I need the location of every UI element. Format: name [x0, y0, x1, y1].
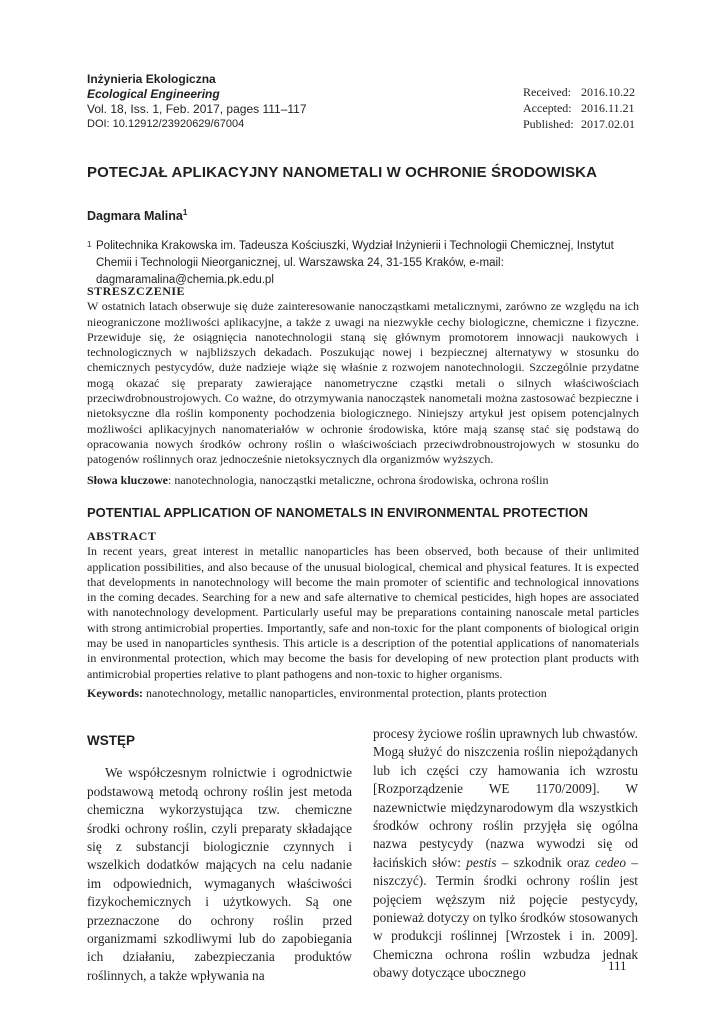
intro-left-column: [87, 725, 352, 985]
article-dates: [523, 84, 635, 132]
author: [87, 208, 187, 223]
intro-paragraph-continued: procesy życiowe roślin uprawnych lub chwastów. Mogą służyć do niszczenia roślin niepożądanych lub ich części czy hamowania ich wzrostu [Rozporządzenie WE 1170/2009]. W nazewnictwie międzynarodowym dla wszystkich środków ochrony roślin przyjęła się ogólna nazwa pestycydy (nazwa wywodzi się od łacińskich słów: pestis – szkodnik oraz cedeo – niszczyć). Termin środki ochrony roślin jest pojęciem węższym niż pojęcie pestycydy, ponieważ dotyczy on tylko środków stosowanych w produkcji roślinnej [Wrzostek i in. 2009]. Chemiczna ochrona roślin wzbudza jednak obawy dotyczące ubocznego: [373, 726, 638, 981]
journal-title-en: Ecological Engineering: [87, 87, 220, 101]
article-title-en: POTENTIAL APPLICATION OF NANOMETALS IN ENVIRONMENTAL PROTECTION: [87, 505, 588, 520]
keywords-pl-text: : nanotechnologia, nanocząstki metaliczne, ochrona środowiska, ochrona roślin: [168, 473, 549, 487]
abstract: [87, 529, 639, 682]
affiliation-text: Politechnika Krakowska im. Tadeusza Kościuszki, Wydział Inżynierii i Technologii Chemicznej, Instytut Chemii i Technologii Nieorganicznej, ul. Warszawska 24, 31-155 Kraków, e-mail: dagmaramalina@chemia.pk.edu.pl: [96, 240, 614, 286]
date-accepted: Accepted: 2016.11.21: [523, 101, 635, 115]
journal-title-pl: Inżynieria Ekologiczna: [87, 72, 216, 86]
streszczenie-heading: STRESZCZENIE: [87, 284, 186, 298]
affiliation-number: 1: [87, 240, 92, 249]
keywords-pl: [87, 473, 639, 488]
intro-heading: WSTĘP: [87, 733, 136, 748]
abstract-heading: ABSTRACT: [87, 529, 157, 543]
journal-volume: Vol. 18, Iss. 1, Feb. 2017, pages 111–117: [87, 102, 307, 116]
streszczenie-text: W ostatnich latach obserwuje się duże zainteresowanie nanocząstkami metalicznymi, zarówno ze względu na ich nieograniczone możliwości aplikacyjne, a także z uwagi na niezwykłe cechy biologiczne, chemiczne i fizyczne. Przewiduje się, że osiągnięcia nanotechnologii staną się głównym promotorem innowacji naukowych i technologicznych w najbliższych dekadach. Poszukując nowej i bezpiecznej alternatywy w stosunku do chemicznych pestycydów, duże nadzieje wiąże się właśnie z rozwojem nanotechnologii. Szczególnie przydatne mogą okazać się preparaty zawierające nanometryczne cząstki metali o silnych właściwościach przeciwdrobnoustrojowych. Co ważne, do otrzymywania nanocząstek nanometali można zastosować bezpieczne i nietoksyczne dla roślin komponenty pochodzenia biologicznego. Niniejszy artykuł jest opisem potencjalnych możliwości aplikacyjnych nanomateriałów w ochronie środowiska, które mają szansę stać się podstawą do opracowania nowych środków ochrony roślin o właściwościach przeciwdrobnoustrojowych w stosunku do patogenów roślinnych oraz jednocześnie nietoksycznych dla organizmów wyższych.: [87, 299, 639, 467]
affiliation: [87, 238, 647, 289]
article-title-pl: POTECJAŁ APLIKACYJNY NANOMETALI W OCHRONIE ŚRODOWISKA: [87, 164, 598, 181]
keywords-en: [87, 686, 639, 701]
streszczenie: [87, 284, 639, 468]
keywords-en-text: nanotechnology, metallic nanoparticles, environmental protection, plants protection: [143, 686, 547, 700]
intro-paragraph: We współczesnym rolnictwie i ogrodnictwie podstawową metodą ochrony roślin jest metoda chemiczna wykorzystująca tzw. chemiczne środki ochrony roślin, czyli preparaty składające się z substancji biologicznie czynnych i wszelkich dodatków mających na celu nadanie im odpowiednich, wymaganych właściwości fizykochemicznych i użytkowych. Są one przeznaczone do ochrony roślin przed organizmami szkodliwymi lub do zapobiegania ich działaniu, zabezpieczania produktów roślinnych, a także wpływania na: [87, 765, 352, 983]
page-number: 111: [608, 958, 627, 973]
intro-right-column: [373, 725, 638, 983]
author-name: Dagmara Malina: [87, 209, 183, 224]
abstract-text: In recent years, great interest in metallic nanoparticles has been observed, both because of their unlimited application possibilities, and also because of the unusual biological, chemical and physical features. It is expected that developments in nanotechnology will become the main promoter of scientific and technological innovations in the coming decades. Searching for a new and safe alternative to chemical pesticides, high hopes are associated with nanotechnology development. Particularly useful may be preparations containing nanoscale metal particles with strong antimicrobial properties. Importantly, safe and non-toxic for the plant components of biological origin may be used in nanoparticles synthesis. This article is a description of the potential applications of nanomaterials in environmental protection, which may become the basis for developing of new protection plant products with antimicrobial properties relative to plant pathogens and non-toxic to higher organisms.: [87, 544, 639, 681]
keywords-pl-label: Słowa kluczowe: [87, 473, 168, 487]
date-received: Received: 2016.10.22: [523, 85, 635, 99]
author-affil-ref: 1: [182, 208, 188, 217]
journal-info: [87, 72, 417, 132]
journal-doi: DOI: 10.12912/23920629/67004: [87, 118, 245, 130]
date-published: Published: 2017.02.01: [523, 117, 635, 131]
keywords-en-label: Keywords:: [87, 686, 143, 700]
